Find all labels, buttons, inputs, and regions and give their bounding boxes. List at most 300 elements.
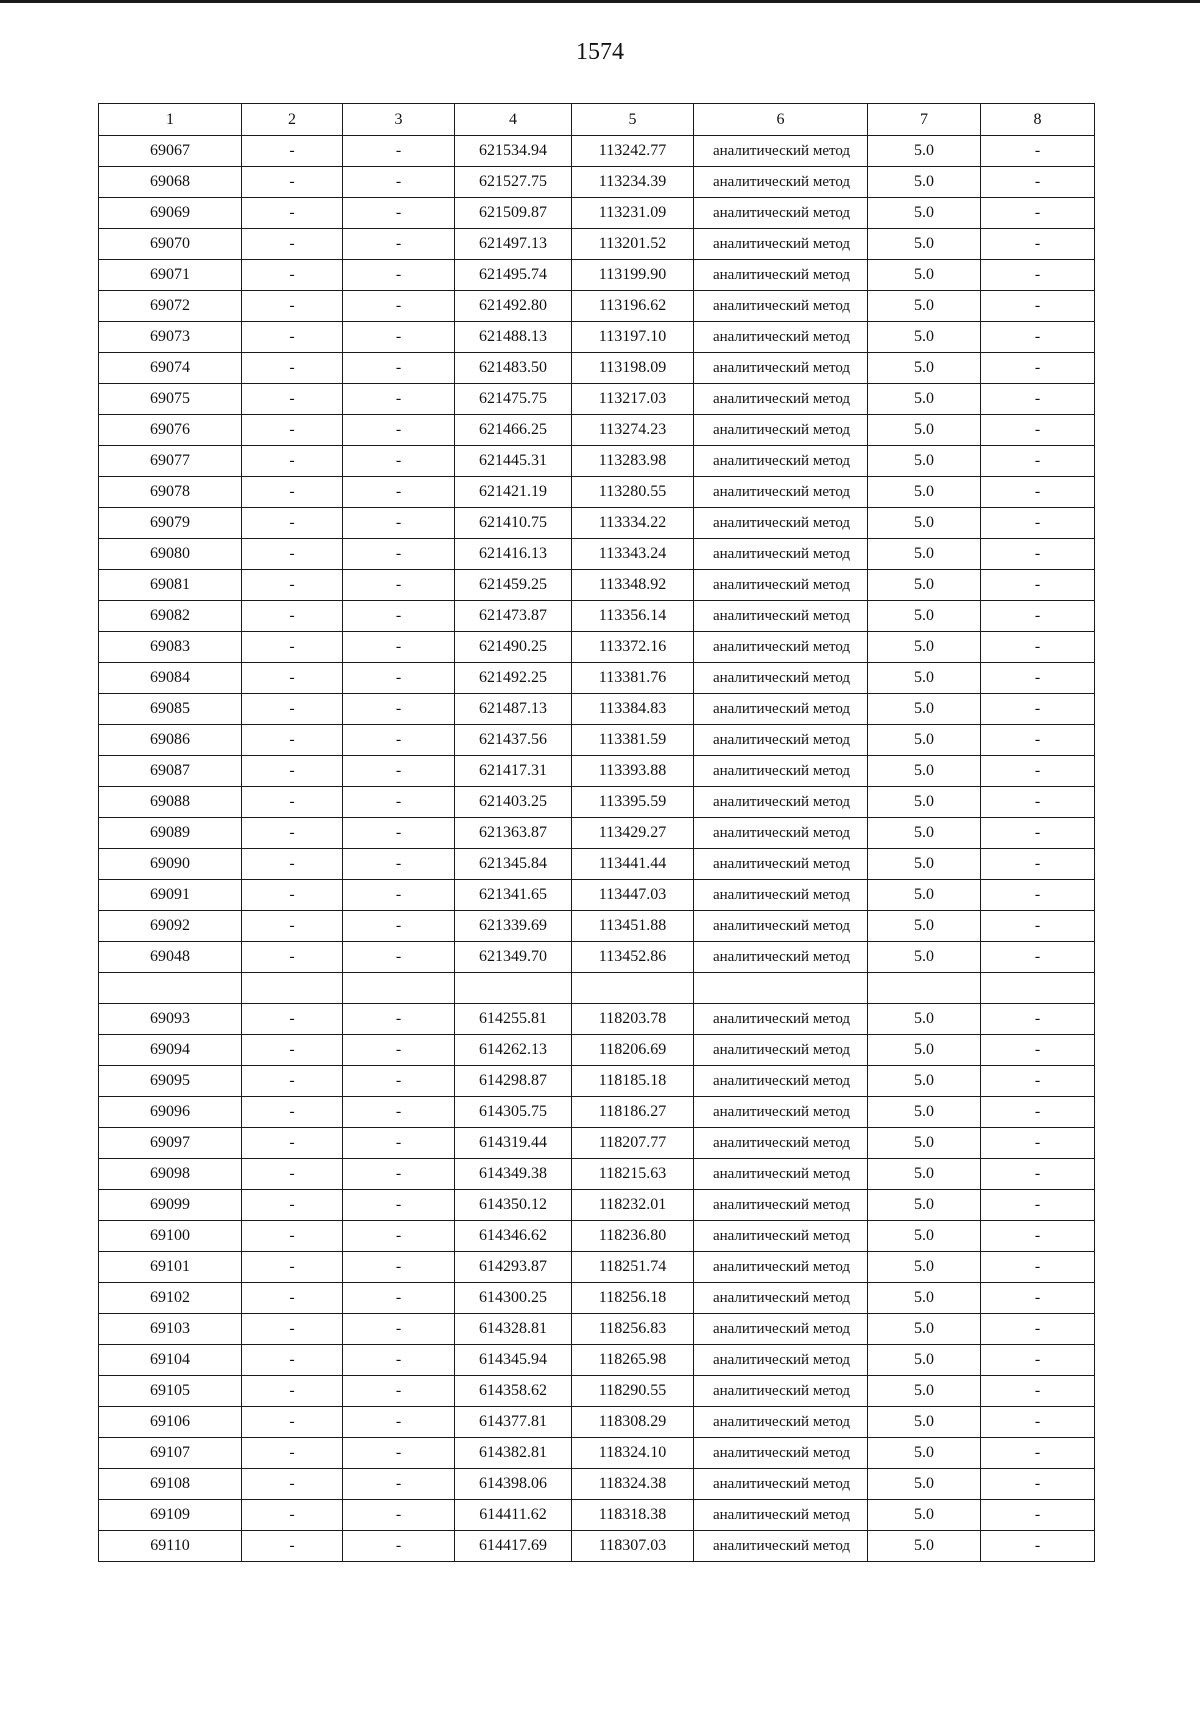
table-cell: - [981,136,1095,167]
table-cell: аналитический метод [694,415,868,446]
table-cell: 614319.44 [455,1128,572,1159]
table-cell: 113381.59 [572,725,694,756]
table-cell: 118186.27 [572,1097,694,1128]
table-row [99,1376,1095,1407]
table-cell: 614346.62 [455,1221,572,1252]
table-cell: - [242,167,343,198]
table-cell: аналитический метод [694,539,868,570]
table-cell: 614298.87 [455,1066,572,1097]
table-cell: - [343,508,455,539]
table-row [99,1531,1095,1562]
table-cell: 69075 [99,384,242,415]
table-cell: - [343,1469,455,1500]
table-cell: - [981,322,1095,353]
table-cell: 69085 [99,694,242,725]
table-cell: - [343,353,455,384]
table-cell: 69093 [99,1004,242,1035]
table-cell: 621363.87 [455,818,572,849]
table-cell: 69067 [99,136,242,167]
table-cell: - [242,756,343,787]
table-cell: 113217.03 [572,384,694,415]
table-cell [694,973,868,1004]
table-cell: - [981,1531,1095,1562]
table-cell: 113348.92 [572,570,694,601]
table-cell: 113381.76 [572,663,694,694]
table-cell: 5.0 [868,446,981,477]
table-cell: 69071 [99,260,242,291]
table-cell: 69083 [99,632,242,663]
table-cell: 5.0 [868,198,981,229]
table-cell: - [242,260,343,291]
table-cell: аналитический метод [694,353,868,384]
table-cell: аналитический метод [694,1469,868,1500]
table-cell: 118318.38 [572,1500,694,1531]
table-cell: 5.0 [868,260,981,291]
table-cell: 69048 [99,942,242,973]
table-cell: 69102 [99,1283,242,1314]
table-row [99,291,1095,322]
table-cell: 69103 [99,1314,242,1345]
table-cell: 614293.87 [455,1252,572,1283]
table-row [99,632,1095,663]
table-cell: - [343,446,455,477]
table-cell: 69081 [99,570,242,601]
table-cell: - [981,570,1095,601]
table-cell: - [981,942,1095,973]
table-cell: - [343,136,455,167]
table-cell: 69094 [99,1035,242,1066]
table-cell: 113452.86 [572,942,694,973]
table-cell: - [981,1097,1095,1128]
table-cell: 113447.03 [572,880,694,911]
table-cell [99,973,242,1004]
table-cell: аналитический метод [694,477,868,508]
table-row [99,818,1095,849]
table-cell: 69087 [99,756,242,787]
table-cell: - [242,1531,343,1562]
table-cell: - [981,1345,1095,1376]
table-cell: аналитический метод [694,570,868,601]
table-cell: 69109 [99,1500,242,1531]
table-cell: аналитический метод [694,1376,868,1407]
table-cell: - [343,818,455,849]
table-row [99,756,1095,787]
table-cell: - [343,1128,455,1159]
table-cell: 69100 [99,1221,242,1252]
table-cell: аналитический метод [694,167,868,198]
table-cell: 118324.10 [572,1438,694,1469]
table-cell: 621410.75 [455,508,572,539]
table-cell: - [981,725,1095,756]
table-cell: 621345.84 [455,849,572,880]
table-cell: - [343,1066,455,1097]
table-cell: - [343,1004,455,1035]
table-row [99,942,1095,973]
table-cell: 118290.55 [572,1376,694,1407]
table-cell: 5.0 [868,570,981,601]
table-cell: 118232.01 [572,1190,694,1221]
column-header: 2 [242,104,343,136]
table-row [99,694,1095,725]
table-cell: 118203.78 [572,1004,694,1035]
table-row [99,136,1095,167]
table-cell: - [981,632,1095,663]
table-cell: 614377.81 [455,1407,572,1438]
table-cell: - [981,1035,1095,1066]
table-cell: 113234.39 [572,167,694,198]
table-cell: аналитический метод [694,446,868,477]
table-cell: 69092 [99,911,242,942]
table-cell: 69080 [99,539,242,570]
column-header: 4 [455,104,572,136]
table-cell: - [343,849,455,880]
table-cell: аналитический метод [694,260,868,291]
table-cell: 118256.18 [572,1283,694,1314]
table-cell: 621492.25 [455,663,572,694]
table-cell: - [242,849,343,880]
table-cell: - [343,570,455,601]
table-row [99,1128,1095,1159]
table-cell: 69096 [99,1097,242,1128]
table-cell: - [343,1035,455,1066]
table-cell: аналитический метод [694,942,868,973]
table-cell: - [242,1221,343,1252]
table-cell: 621417.31 [455,756,572,787]
table-cell: - [981,1159,1095,1190]
table-cell: - [242,1345,343,1376]
table-cell: 621527.75 [455,167,572,198]
page-number: 1574 [576,39,624,65]
table-cell: - [242,601,343,632]
table-cell: - [343,539,455,570]
table-cell: - [981,1128,1095,1159]
table-row [99,1345,1095,1376]
table-cell: - [343,1438,455,1469]
table-row [99,1283,1095,1314]
table-cell: 69106 [99,1407,242,1438]
table-cell: 621339.69 [455,911,572,942]
table-cell: - [242,787,343,818]
table-cell [572,973,694,1004]
table-cell: 621475.75 [455,384,572,415]
table-cell: - [981,1190,1095,1221]
table-row [99,198,1095,229]
table-cell: 5.0 [868,229,981,260]
table-cell: - [242,508,343,539]
table-row [99,446,1095,477]
table-cell [343,973,455,1004]
table-cell: - [981,229,1095,260]
table-cell: - [242,818,343,849]
table-cell: аналитический метод [694,849,868,880]
table-cell: 69099 [99,1190,242,1221]
table-cell: - [343,1159,455,1190]
table-cell: - [981,291,1095,322]
coordinates-table [98,103,1095,1562]
table-cell: - [343,1314,455,1345]
table-cell: 5.0 [868,601,981,632]
table-cell: 621497.13 [455,229,572,260]
table-cell: - [343,1376,455,1407]
table-cell: 5.0 [868,663,981,694]
table-cell: - [981,446,1095,477]
table-cell: 118324.38 [572,1469,694,1500]
table-cell: аналитический метод [694,1438,868,1469]
table-cell: - [981,1469,1095,1500]
table-cell: 5.0 [868,136,981,167]
table-cell: 5.0 [868,1469,981,1500]
table-cell: - [981,260,1095,291]
table-cell: - [981,849,1095,880]
table-cell: - [242,1283,343,1314]
table-cell: 621403.25 [455,787,572,818]
table-cell: 5.0 [868,353,981,384]
table-cell: аналитический метод [694,1097,868,1128]
table-cell: - [981,818,1095,849]
table-cell: 5.0 [868,818,981,849]
table-cell: 5.0 [868,322,981,353]
table-cell: - [242,291,343,322]
table-cell: аналитический метод [694,1314,868,1345]
table-cell: - [242,353,343,384]
table-row [99,1066,1095,1097]
table-row [99,570,1095,601]
table-cell: 113242.77 [572,136,694,167]
table-cell [455,973,572,1004]
table-gap-row [99,973,1095,1004]
table-cell: 614345.94 [455,1345,572,1376]
table-row [99,384,1095,415]
table-cell: аналитический метод [694,756,868,787]
table-cell: 113201.52 [572,229,694,260]
table-cell: 614328.81 [455,1314,572,1345]
table-cell: 5.0 [868,1345,981,1376]
table-cell: аналитический метод [694,601,868,632]
table-cell: - [981,880,1095,911]
table-cell: 621473.87 [455,601,572,632]
table-cell: - [343,1252,455,1283]
table-cell: - [981,1004,1095,1035]
table-cell: - [343,942,455,973]
table-cell: - [242,570,343,601]
table-cell: 614349.38 [455,1159,572,1190]
table-cell: - [343,229,455,260]
table-cell: - [343,198,455,229]
table-cell: аналитический метод [694,787,868,818]
table-cell: - [981,415,1095,446]
table-cell: 5.0 [868,1035,981,1066]
table-cell: - [242,911,343,942]
table-cell: - [242,446,343,477]
table-row [99,849,1095,880]
table-cell: - [981,756,1095,787]
table-cell: 69089 [99,818,242,849]
table-cell: - [981,384,1095,415]
column-header: 6 [694,104,868,136]
table-row [99,322,1095,353]
table-cell: аналитический метод [694,229,868,260]
table-cell: аналитический метод [694,1500,868,1531]
table-cell: аналитический метод [694,1531,868,1562]
table-cell: 5.0 [868,787,981,818]
table-cell: аналитический метод [694,1159,868,1190]
table-cell: 614417.69 [455,1531,572,1562]
table-cell: - [343,291,455,322]
table-cell: - [343,1221,455,1252]
table-cell: 5.0 [868,756,981,787]
table-cell: 614358.62 [455,1376,572,1407]
table-cell: - [981,1252,1095,1283]
table-cell: 69076 [99,415,242,446]
table-cell: - [242,539,343,570]
table-cell: - [981,911,1095,942]
table-cell: 69101 [99,1252,242,1283]
table-cell: 69108 [99,1469,242,1500]
table-cell: - [242,384,343,415]
table-cell: 113451.88 [572,911,694,942]
column-header: 5 [572,104,694,136]
table-cell: аналитический метод [694,818,868,849]
table-cell: 5.0 [868,1252,981,1283]
table-cell: 5.0 [868,1531,981,1562]
table-row [99,725,1095,756]
table-cell: 113197.10 [572,322,694,353]
table-cell: - [242,1159,343,1190]
table-cell: - [343,787,455,818]
table-cell: 621490.25 [455,632,572,663]
table-cell: - [343,911,455,942]
table-cell: 113280.55 [572,477,694,508]
table-cell: 5.0 [868,291,981,322]
table-cell: - [242,1500,343,1531]
table-cell: аналитический метод [694,1128,868,1159]
table-header-row [99,104,1095,136]
column-header: 3 [343,104,455,136]
table-cell: - [343,694,455,725]
table-cell: - [343,167,455,198]
table-cell: 5.0 [868,1221,981,1252]
table-row [99,1469,1095,1500]
table-cell: 614300.25 [455,1283,572,1314]
table-cell: 113441.44 [572,849,694,880]
table-cell: 621509.87 [455,198,572,229]
table-cell: аналитический метод [694,694,868,725]
table-cell: - [242,1469,343,1500]
table-cell: - [981,1500,1095,1531]
table-cell: 5.0 [868,415,981,446]
table-cell: 621495.74 [455,260,572,291]
table-cell: 5.0 [868,1004,981,1035]
table-cell: аналитический метод [694,663,868,694]
table-cell: 69095 [99,1066,242,1097]
table-row [99,1500,1095,1531]
table-cell: 69078 [99,477,242,508]
table-cell: 69086 [99,725,242,756]
table-cell: 118185.18 [572,1066,694,1097]
table-cell: 69082 [99,601,242,632]
table-row [99,167,1095,198]
table-cell: 113393.88 [572,756,694,787]
table-cell: 118307.03 [572,1531,694,1562]
table-row [99,415,1095,446]
table-row [99,260,1095,291]
table-cell: 113356.14 [572,601,694,632]
table-cell: - [242,663,343,694]
table-cell: - [242,1438,343,1469]
table-row [99,1252,1095,1283]
table-row [99,1221,1095,1252]
table-cell: - [343,663,455,694]
table-cell: аналитический метод [694,1407,868,1438]
table-cell: - [981,167,1095,198]
column-header: 7 [868,104,981,136]
table-cell: - [242,725,343,756]
table-cell: 69091 [99,880,242,911]
table-cell: - [343,756,455,787]
table-cell: - [343,1407,455,1438]
table-cell: - [242,1066,343,1097]
table-cell: 118236.80 [572,1221,694,1252]
table-cell: - [981,353,1095,384]
table-cell: 614262.13 [455,1035,572,1066]
table-cell: - [343,601,455,632]
table-cell: аналитический метод [694,911,868,942]
table-cell: 5.0 [868,911,981,942]
table-cell: - [981,1066,1095,1097]
table-cell: 69090 [99,849,242,880]
table-row [99,663,1095,694]
table-cell [242,973,343,1004]
table-cell: 614255.81 [455,1004,572,1035]
table-row [99,353,1095,384]
table-cell: - [343,415,455,446]
table-cell [981,973,1095,1004]
table-cell: - [242,1407,343,1438]
table-cell: 5.0 [868,1128,981,1159]
table-cell: - [981,1221,1095,1252]
table-cell: 614398.06 [455,1469,572,1500]
table-row [99,229,1095,260]
table-cell: - [242,1097,343,1128]
table-cell: - [981,1314,1095,1345]
table-cell: - [343,1500,455,1531]
table-cell: аналитический метод [694,291,868,322]
table-row [99,1097,1095,1128]
table-cell: - [981,694,1095,725]
table-cell: 5.0 [868,1283,981,1314]
table-cell: - [242,322,343,353]
table-cell: 113395.59 [572,787,694,818]
table-cell: аналитический метод [694,1252,868,1283]
table-cell: 69098 [99,1159,242,1190]
table-cell: аналитический метод [694,880,868,911]
table-cell: - [981,508,1095,539]
table-cell: 69088 [99,787,242,818]
table-cell: 69074 [99,353,242,384]
table-cell: 5.0 [868,1407,981,1438]
table-row [99,1190,1095,1221]
table-row [99,1035,1095,1066]
table-cell: - [981,198,1095,229]
table-cell: 69097 [99,1128,242,1159]
table-cell: 69104 [99,1345,242,1376]
table-cell: 5.0 [868,694,981,725]
table-cell: - [343,880,455,911]
table-row [99,1438,1095,1469]
table-row [99,880,1095,911]
table-cell: 118207.77 [572,1128,694,1159]
table-cell: аналитический метод [694,725,868,756]
